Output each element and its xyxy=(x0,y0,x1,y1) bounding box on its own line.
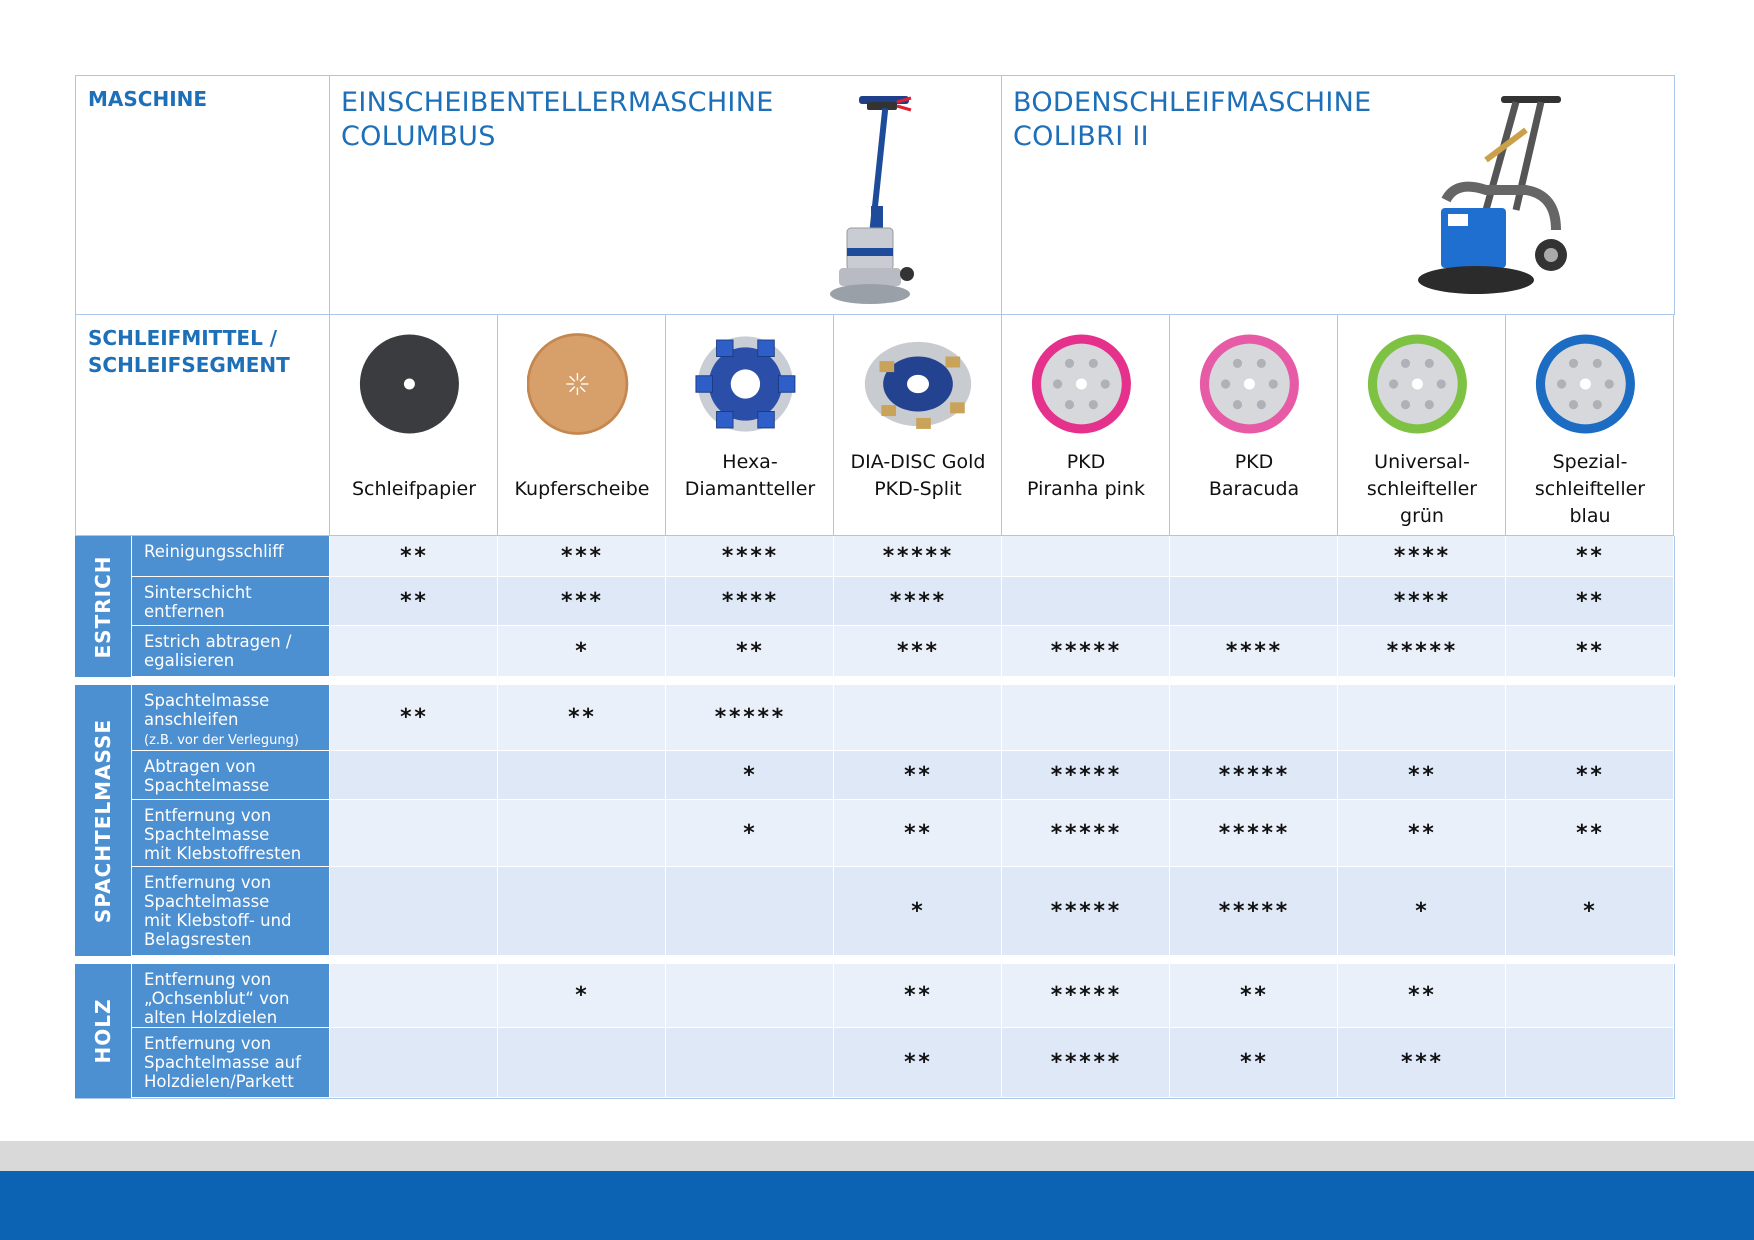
task-label xyxy=(132,751,329,799)
task-label-line: Spachtelmasse auf xyxy=(144,1053,301,1072)
abrasive-row xyxy=(75,315,1675,536)
rating-cell xyxy=(1506,577,1674,626)
task-label-line: Reinigungsschliff xyxy=(144,542,284,561)
rating-stars: **** xyxy=(721,589,778,614)
rating-cell xyxy=(330,964,498,1028)
rating-cell xyxy=(834,1028,1002,1098)
rating-stars: ** xyxy=(1575,639,1604,664)
rating-cell xyxy=(834,626,1002,677)
rating-cell xyxy=(1002,867,1170,956)
rating-cell xyxy=(1506,536,1674,577)
abrasive-label-line1: Hexa- xyxy=(722,451,778,473)
rating-cell xyxy=(498,964,666,1028)
abrasive-label-line1: DIA-DISC Gold xyxy=(850,451,986,473)
abrasive-label-line2: SCHLEIFSEGMENT xyxy=(88,353,290,377)
table-border xyxy=(1674,685,1675,956)
rating-cell xyxy=(498,536,666,577)
rating-cell xyxy=(1506,1028,1674,1098)
category-name: SPACHTELMASSE xyxy=(91,718,115,923)
rating-cell xyxy=(666,536,834,577)
rating-cell xyxy=(498,800,666,867)
rating-cell xyxy=(1002,964,1170,1028)
rating-stars: * xyxy=(910,899,925,924)
abrasive-label-line3 xyxy=(1170,503,1338,530)
rating-stars: *** xyxy=(1400,1050,1443,1075)
rating-cell xyxy=(1506,867,1674,956)
rating-stars: *** xyxy=(560,589,603,614)
category-name: HOLZ xyxy=(91,998,115,1064)
rating-cell xyxy=(666,1028,834,1098)
task-label-line: Sinterschicht xyxy=(144,583,252,602)
table-border xyxy=(1674,536,1675,677)
abrasive-cell xyxy=(1506,315,1674,536)
rating-cell xyxy=(1002,800,1170,867)
rating-cell xyxy=(498,685,666,751)
abrasive-label-line2: PKD-Split xyxy=(874,478,962,500)
rating-cell xyxy=(330,800,498,867)
rating-stars: ***** xyxy=(1217,763,1290,788)
copper-disc-icon xyxy=(527,329,637,439)
task-label-line: mit Klebstoffresten xyxy=(144,844,302,863)
abrasive-cell xyxy=(1338,315,1506,536)
task-label-line: Entfernung von xyxy=(144,806,272,825)
rating-stars: ** xyxy=(1575,589,1604,614)
rating-cell xyxy=(330,685,498,751)
rating-cell xyxy=(1170,685,1338,751)
category-label xyxy=(75,685,131,956)
rating-cell xyxy=(498,1028,666,1098)
rating-cell xyxy=(1506,964,1674,1028)
abrasive-label-line1: Universal- xyxy=(1374,451,1470,473)
pkd-baracuda-icon xyxy=(1199,329,1309,439)
rating-stars: ** xyxy=(399,589,428,614)
abrasive-cell xyxy=(1002,315,1170,536)
rating-cell xyxy=(834,751,1002,800)
dia-disc-gold-icon xyxy=(863,329,973,439)
table-border xyxy=(1674,964,1675,1098)
rating-cell xyxy=(498,751,666,800)
rating-stars: **** xyxy=(1393,544,1450,569)
rating-cell xyxy=(1002,751,1170,800)
abrasive-label-line2: Baracuda xyxy=(1208,478,1300,500)
task-label-line: Belagsresten xyxy=(144,930,252,949)
task-label xyxy=(132,536,329,576)
sandpaper-disc-icon xyxy=(359,329,469,439)
rating-stars: * xyxy=(574,983,589,1008)
rating-stars: * xyxy=(1582,899,1597,924)
rating-cell xyxy=(834,800,1002,867)
rating-cell xyxy=(1338,1028,1506,1098)
abrasive-label-line2: Diamantteller xyxy=(684,478,816,500)
rating-stars: ** xyxy=(903,821,932,846)
rating-stars: ** xyxy=(1575,821,1604,846)
rating-cell xyxy=(666,626,834,677)
rating-cell xyxy=(666,867,834,956)
abrasive-label-line2: Piranha pink xyxy=(1027,478,1145,500)
abrasive-header-cell xyxy=(75,315,330,536)
abrasive-label-line2: schleifteller xyxy=(1366,478,1478,500)
category-name: ESTRICH xyxy=(91,555,115,658)
pkd-piranha-pink-icon xyxy=(1031,329,1141,439)
rating-stars: ***** xyxy=(1217,821,1290,846)
universal-plate-green-icon xyxy=(1367,329,1477,439)
abrasive-label-line2: Schleifpapier xyxy=(351,478,477,500)
rating-cell xyxy=(1002,577,1170,626)
rating-cell xyxy=(666,964,834,1028)
abrasive-label-line3: grün xyxy=(1400,505,1444,527)
rating-cell xyxy=(1338,685,1506,751)
rating-stars: ** xyxy=(1575,763,1604,788)
footer-blue-band xyxy=(0,1171,1754,1240)
rating-cell xyxy=(498,626,666,677)
rating-stars: * xyxy=(742,763,757,788)
rating-cell xyxy=(330,626,498,677)
rating-cell xyxy=(1170,1028,1338,1098)
task-label-line: entfernen xyxy=(144,602,225,621)
abrasive-cell xyxy=(498,315,666,536)
rating-cell xyxy=(666,577,834,626)
rating-cell xyxy=(1170,800,1338,867)
category-label xyxy=(75,536,131,677)
rating-stars: * xyxy=(574,639,589,664)
rating-cell xyxy=(666,751,834,800)
task-label-line: Spachtelmasse xyxy=(144,892,270,911)
rating-cell xyxy=(1338,626,1506,677)
rating-cell xyxy=(330,577,498,626)
rating-cell xyxy=(1170,751,1338,800)
abrasive-label-line2: Kupferscheibe xyxy=(514,478,650,500)
abrasive-label-line1: PKD xyxy=(1234,451,1274,473)
rating-stars: ** xyxy=(399,544,428,569)
task-label-line: alten Holzdielen xyxy=(144,1008,278,1027)
task-label-line: Estrich abtragen / xyxy=(144,632,292,651)
task-label-line: Holzdielen/Parkett xyxy=(144,1072,294,1091)
task-note: (z.B. vor der Verlegung) xyxy=(144,733,299,748)
rating-cell xyxy=(330,867,498,956)
rating-cell xyxy=(1338,536,1506,577)
task-label xyxy=(132,626,329,676)
rating-stars: ** xyxy=(1239,983,1268,1008)
abrasive-label-line3 xyxy=(330,503,498,530)
hexa-diamond-plate-icon xyxy=(695,329,805,439)
task-label xyxy=(132,964,329,1027)
abrasive-label-line1: PKD xyxy=(1066,451,1106,473)
task-label-line: Abtragen von xyxy=(144,757,256,776)
abrasive-label-line3 xyxy=(834,503,1002,530)
rating-cell xyxy=(1170,964,1338,1028)
rating-cell xyxy=(1170,626,1338,677)
task-label xyxy=(132,685,329,750)
rating-stars: * xyxy=(742,821,757,846)
floor-polisher-image xyxy=(799,88,929,308)
rating-stars: **** xyxy=(1393,589,1450,614)
rating-stars: *** xyxy=(560,544,603,569)
rating-stars: ** xyxy=(735,639,764,664)
abrasive-label-line3: blau xyxy=(1569,505,1611,527)
rating-stars: ** xyxy=(1407,983,1436,1008)
machine-title-line1: EINSCHEIBENTELLERMASCHINE xyxy=(341,87,774,118)
task-label-line: Entfernung von xyxy=(144,970,272,989)
machine-title-line2: COLUMBUS xyxy=(341,121,496,152)
footer-grey-band xyxy=(0,1141,1754,1171)
abrasive-label-line1: SCHLEIFMITTEL / xyxy=(88,326,278,350)
rating-cell xyxy=(1338,751,1506,800)
task-label xyxy=(132,577,329,625)
rating-cell xyxy=(1338,800,1506,867)
rating-stars: ***** xyxy=(713,705,786,730)
special-plate-blue-icon xyxy=(1535,329,1645,439)
machine-title-line1: BODENSCHLEIFMASCHINE xyxy=(1013,87,1372,118)
rating-cell xyxy=(1002,685,1170,751)
rating-stars: ***** xyxy=(1049,639,1122,664)
rating-stars: **** xyxy=(889,589,946,614)
rating-stars: * xyxy=(1414,899,1429,924)
machine-columbus-cell xyxy=(329,75,1002,315)
task-label-line: Spachtelmasse xyxy=(144,825,270,844)
rating-stars: ***** xyxy=(881,544,954,569)
rating-stars: ** xyxy=(903,983,932,1008)
rating-cell xyxy=(1338,964,1506,1028)
task-label xyxy=(132,867,329,955)
abrasive-label-line2: schleifteller xyxy=(1534,478,1646,500)
rating-stars: ** xyxy=(903,763,932,788)
rating-cell xyxy=(1506,751,1674,800)
rating-cell xyxy=(1506,800,1674,867)
rating-cell xyxy=(666,800,834,867)
task-label-line: anschleifen xyxy=(144,710,239,729)
abrasive-cell xyxy=(330,315,498,536)
rating-cell xyxy=(1338,867,1506,956)
rating-stars: ***** xyxy=(1217,899,1290,924)
task-label-line: Spachtelmasse xyxy=(144,691,270,710)
task-label xyxy=(132,1028,329,1097)
rating-cell xyxy=(498,867,666,956)
task-label-line: egalisieren xyxy=(144,651,235,670)
rating-cell xyxy=(1170,577,1338,626)
machine-row xyxy=(75,75,1675,315)
rating-cell xyxy=(1338,577,1506,626)
abrasive-label-line1: Spezial- xyxy=(1552,451,1628,473)
floor-grinder-image xyxy=(1406,90,1606,300)
rating-stars: *** xyxy=(896,639,939,664)
task-label-line: Entfernung von xyxy=(144,873,272,892)
rating-cell xyxy=(1506,685,1674,751)
rating-cell xyxy=(1002,536,1170,577)
abrasive-label-line3 xyxy=(1002,503,1170,530)
rating-cell xyxy=(666,685,834,751)
rating-stars: ***** xyxy=(1049,821,1122,846)
rating-stars: ***** xyxy=(1385,639,1458,664)
abrasive-label-line1 xyxy=(330,449,498,476)
rating-cell xyxy=(1506,626,1674,677)
machine-title-line2: COLIBRI II xyxy=(1013,121,1149,152)
rating-cell xyxy=(498,577,666,626)
rating-stars: ***** xyxy=(1049,983,1122,1008)
machine-colibri-cell xyxy=(1001,75,1675,315)
rating-cell xyxy=(330,1028,498,1098)
task-label xyxy=(132,800,329,866)
rating-cell xyxy=(330,536,498,577)
rating-cell xyxy=(834,867,1002,956)
rating-cell xyxy=(834,577,1002,626)
category-label xyxy=(75,964,131,1098)
rating-stars: ** xyxy=(567,705,596,730)
abrasive-cell xyxy=(1170,315,1338,536)
abrasive-label-line1 xyxy=(498,449,666,476)
rating-stars: ***** xyxy=(1049,899,1122,924)
rating-stars: **** xyxy=(721,544,778,569)
machine-label: MASCHINE xyxy=(88,87,208,111)
rating-stars: ** xyxy=(399,705,428,730)
rating-cell xyxy=(834,964,1002,1028)
table-border xyxy=(75,1098,1675,1099)
rating-cell xyxy=(834,536,1002,577)
abrasive-cell xyxy=(834,315,1002,536)
rating-stars: ***** xyxy=(1049,763,1122,788)
task-label-line: „Ochsenblut“ von xyxy=(144,989,290,1008)
rating-stars: ** xyxy=(1239,1050,1268,1075)
rating-stars: ** xyxy=(1575,544,1604,569)
rating-cell xyxy=(1002,626,1170,677)
rating-cell xyxy=(834,685,1002,751)
task-label-line: Spachtelmasse xyxy=(144,776,270,795)
rating-stars: **** xyxy=(1225,639,1282,664)
abrasive-label-line3 xyxy=(498,503,666,530)
rating-stars: ** xyxy=(903,1050,932,1075)
rating-stars: ** xyxy=(1407,821,1436,846)
task-label-line: Entfernung von xyxy=(144,1034,272,1053)
abrasive-label-line3 xyxy=(666,503,834,530)
rating-stars: ***** xyxy=(1049,1050,1122,1075)
rating-cell xyxy=(1170,536,1338,577)
rating-cell xyxy=(1002,1028,1170,1098)
abrasive-cell xyxy=(666,315,834,536)
task-label-line: mit Klebstoff- und xyxy=(144,911,292,930)
rating-cell xyxy=(1170,867,1338,956)
rating-cell xyxy=(330,751,498,800)
rating-stars: ** xyxy=(1407,763,1436,788)
machine-header-cell xyxy=(75,75,330,315)
